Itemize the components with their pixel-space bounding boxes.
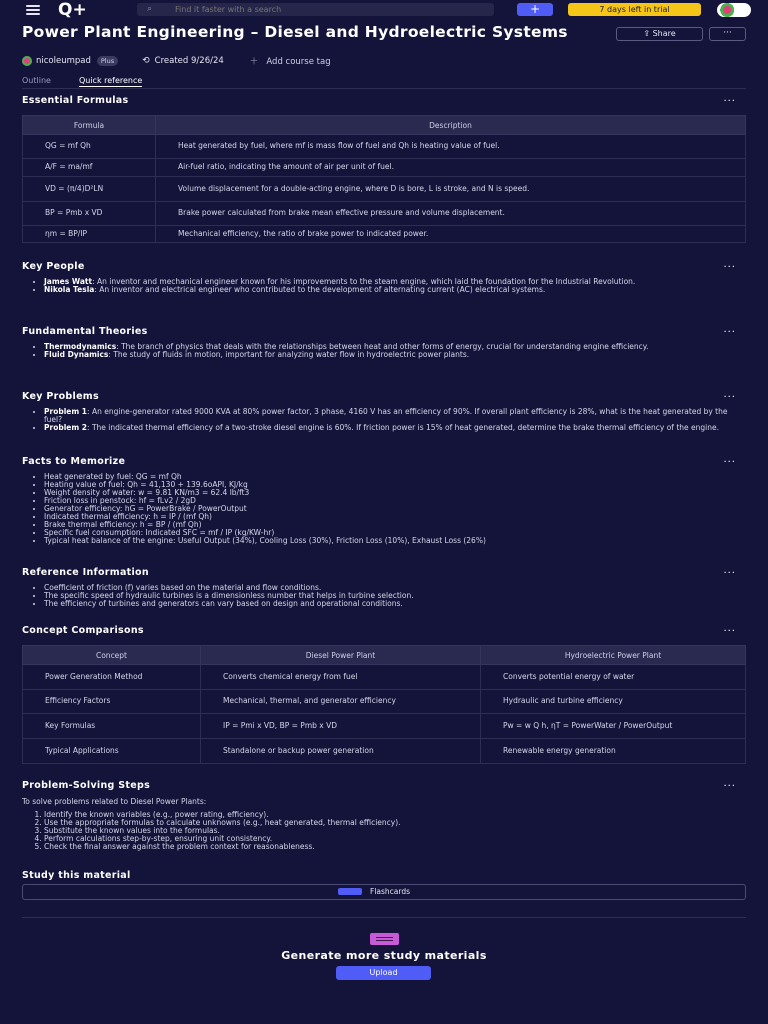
table-row: Key Formulas IP = Pmi x VD, BP = Pmb x VD Pw = w Q h, ηT = PowerWater / PowerOutput — [23, 714, 746, 739]
section-theories — [22, 327, 746, 359]
section-formulas — [22, 96, 746, 243]
facts-list — [22, 473, 746, 545]
list-item: • The specific speed of hydraulic turbines is a dimensionless number that helps in turbine selection. — [44, 592, 746, 600]
list-item: • Nikola Tesla: An inventor and electrical engineer who contributed to the development of alternating current (AC) electrical systems. — [44, 286, 746, 294]
section-more-button[interactable]: ··· — [723, 327, 736, 338]
top-bar — [0, 0, 768, 20]
list-item: • Indicated thermal efficiency: h = IP / (mf Qh) — [44, 513, 746, 521]
problems-list — [22, 408, 746, 432]
list-item: 3. Substitute the known values into the formulas. — [44, 827, 746, 835]
section-title: Key Problems — [22, 391, 99, 402]
formulas-table — [22, 115, 746, 243]
table-row: Power Generation Method Converts chemical energy from fuel Converts potential energy of water — [23, 665, 746, 690]
description-cell: Mechanical efficiency, the ratio of brake power to indicated power. — [156, 226, 746, 243]
list-item: • James Watt: An inventor and mechanical engineer known for his improvements to the steam engine, which laid the foundation for the Industrial Revolution. — [44, 278, 746, 286]
section-more-button[interactable]: ··· — [723, 96, 736, 107]
table-row: Typical Applications Standalone or backup power generation Renewable energy generation — [23, 739, 746, 764]
list-item: 1. Identify the known variables (e.g., power rating, efficiency). — [44, 811, 746, 819]
add-course-tag-label: Add course tag — [266, 57, 331, 67]
app-logo[interactable]: Q+ — [58, 0, 87, 20]
divider — [22, 917, 746, 918]
list-item: • Coefficient of friction (f) varies based on the material and flow conditions. — [44, 584, 746, 592]
section-more-button[interactable]: ··· — [723, 392, 736, 403]
section-title: Reference Information — [22, 567, 149, 578]
column-header: Diesel Power Plant — [201, 646, 481, 665]
list-item: 2. Use the appropriate formulas to calculate unknowns (e.g., heat generated, thermal efficiency). — [44, 819, 746, 827]
author-avatar — [22, 56, 32, 66]
study-materials-icon — [370, 933, 399, 945]
list-item: • Typical heat balance of the engine: Useful Output (34%), Cooling Loss (30%), Friction Loss (10%), Exhaust Loss (26%) — [44, 537, 746, 545]
description-cell: Volume displacement for a double-acting engine, where D is bore, L is stroke, and N is speed. — [156, 177, 746, 202]
history-icon: ⟲ — [142, 56, 150, 66]
section-title: Fundamental Theories — [22, 326, 148, 337]
section-more-button[interactable]: ··· — [723, 781, 736, 792]
list-item: • The efficiency of turbines and generators can vary based on design and operational conditions. — [44, 600, 746, 608]
section-reference — [22, 568, 746, 608]
add-course-tag[interactable]: ＋ Add course tag — [249, 57, 331, 67]
comparisons-table — [22, 645, 746, 764]
tabs — [22, 76, 170, 87]
column-header: Hydroelectric Power Plant — [481, 646, 746, 665]
share-icon: ⇪ — [643, 29, 651, 38]
steps-intro: To solve problems related to Diesel Power Plants: — [22, 797, 207, 806]
list-item: • Heat generated by fuel: QG = mf Qh — [44, 473, 746, 481]
divider — [22, 88, 746, 89]
upload-button[interactable]: Upload — [336, 966, 431, 980]
list-item: • Friction loss in penstock: hf = fLv2 / 2gD — [44, 497, 746, 505]
list-item: 4. Perform calculations step-by-step, ensuring unit consistency. — [44, 835, 746, 843]
list-item: • Problem 2: The indicated thermal efficiency of a two-stroke diesel engine is 60%. If friction power is 15% of heat generated, determine the brake thermal efficiency of the engine. — [44, 424, 746, 432]
column-header: Formula — [23, 116, 156, 135]
search-bar[interactable] — [137, 3, 494, 16]
formula-cell: ηm = BP/IP — [23, 226, 156, 243]
section-study — [22, 871, 746, 881]
user-avatar[interactable] — [717, 3, 751, 17]
meta-row — [22, 55, 331, 67]
flashcards-button[interactable] — [22, 884, 746, 900]
table-row — [23, 202, 746, 226]
section-steps — [22, 781, 746, 851]
section-facts — [22, 457, 746, 545]
list-item: • Specific fuel consumption: Indicated SFC = mf / IP (kg/KW-hr) — [44, 529, 746, 537]
list-item: • Fluid Dynamics: The study of fluids in motion, important for analyzing water flow in hydroelectric power plants. — [44, 351, 746, 359]
section-more-button[interactable]: ··· — [723, 262, 736, 273]
tab-outline[interactable]: Outline — [22, 76, 51, 85]
list-item: • Weight density of water: w = 9.81 KN/m3 = 62.4 lb/ft3 — [44, 489, 746, 497]
description-cell: Heat generated by fuel, where mf is mass flow of fuel and Qh is heating value of fuel. — [156, 135, 746, 159]
search-icon: ⌕ — [147, 4, 153, 14]
description-cell: Brake power calculated from brake mean effective pressure and volume displacement. — [156, 202, 746, 226]
list-item: • Brake thermal efficiency: h = BP / (mf Qh) — [44, 521, 746, 529]
section-key-people — [22, 262, 746, 294]
reference-list — [22, 584, 746, 608]
formula-cell: VD = (π/4)D²LN — [23, 177, 156, 202]
section-more-button[interactable]: ··· — [723, 568, 736, 579]
flashcards-icon — [338, 888, 362, 895]
formula-cell: QG = mf Qh — [23, 135, 156, 159]
formula-cell: BP = Pmb x VD — [23, 202, 156, 226]
share-label: Share — [652, 29, 676, 38]
table-row — [23, 226, 746, 243]
flashcards-label: Flashcards — [370, 887, 410, 896]
tab-quick-reference[interactable]: Quick reference — [78, 76, 143, 85]
section-title: Study this material — [22, 870, 131, 881]
section-title: Facts to Memorize — [22, 456, 126, 467]
section-title: Essential Formulas — [22, 95, 129, 106]
description-cell: Air-fuel ratio, indicating the amount of air per unit of fuel. — [156, 159, 746, 177]
share-button[interactable] — [616, 27, 703, 41]
section-comparisons — [22, 626, 746, 764]
search-input[interactable] — [175, 3, 475, 16]
section-title: Problem-Solving Steps — [22, 780, 151, 791]
people-list — [22, 278, 746, 294]
section-title: Key People — [22, 261, 85, 272]
column-header: Description — [156, 116, 746, 135]
table-row — [23, 135, 746, 159]
create-button[interactable]: + — [517, 3, 553, 16]
list-item: • Heating value of fuel: Qh = 41,130 + 139.6oAPI, KJ/kg — [44, 481, 746, 489]
formula-cell: A/F = ma/mf — [23, 159, 156, 177]
section-key-problems — [22, 392, 746, 432]
list-item: • Thermodynamics: The branch of physics that deals with the relationships between heat and other forms of energy, crucial for understanding engine efficiency. — [44, 343, 746, 351]
menu-icon[interactable] — [26, 5, 40, 15]
steps-list — [22, 811, 746, 851]
list-item: 5. Check the final answer against the problem context for reasonableness. — [44, 843, 746, 851]
created-date: Created 9/26/24 — [154, 56, 224, 66]
section-title: Concept Comparisons — [22, 625, 144, 636]
table-row — [23, 177, 746, 202]
section-more-button[interactable]: ··· — [723, 626, 736, 637]
theories-list — [22, 343, 746, 359]
plus-badge: Plus — [97, 56, 118, 66]
trial-badge[interactable]: 7 days left in trial — [568, 3, 701, 16]
list-item: • Generator efficiency: hG = PowerBrake / PowerOutput — [44, 505, 746, 513]
column-header: Concept — [23, 646, 201, 665]
page-title: Power Plant Engineering – Diesel and Hydroelectric Systems — [22, 23, 568, 41]
section-more-button[interactable]: ··· — [723, 457, 736, 468]
list-item: • Problem 1: An engine-generator rated 9000 KVA at 80% power factor, 3 phase, 4160 V has an efficiency of 90%. If overall plant efficiency is 28%, what is the heat generated by the fuel? — [44, 408, 746, 424]
more-options-button[interactable]: ··· — [709, 27, 746, 41]
table-row: Efficiency Factors Mechanical, thermal, and generator efficiency Hydraulic and turbine efficiency — [23, 690, 746, 714]
table-row — [23, 159, 746, 177]
author-name[interactable]: nicoleumpad — [36, 56, 91, 66]
generate-title: Generate more study materials — [281, 949, 487, 962]
